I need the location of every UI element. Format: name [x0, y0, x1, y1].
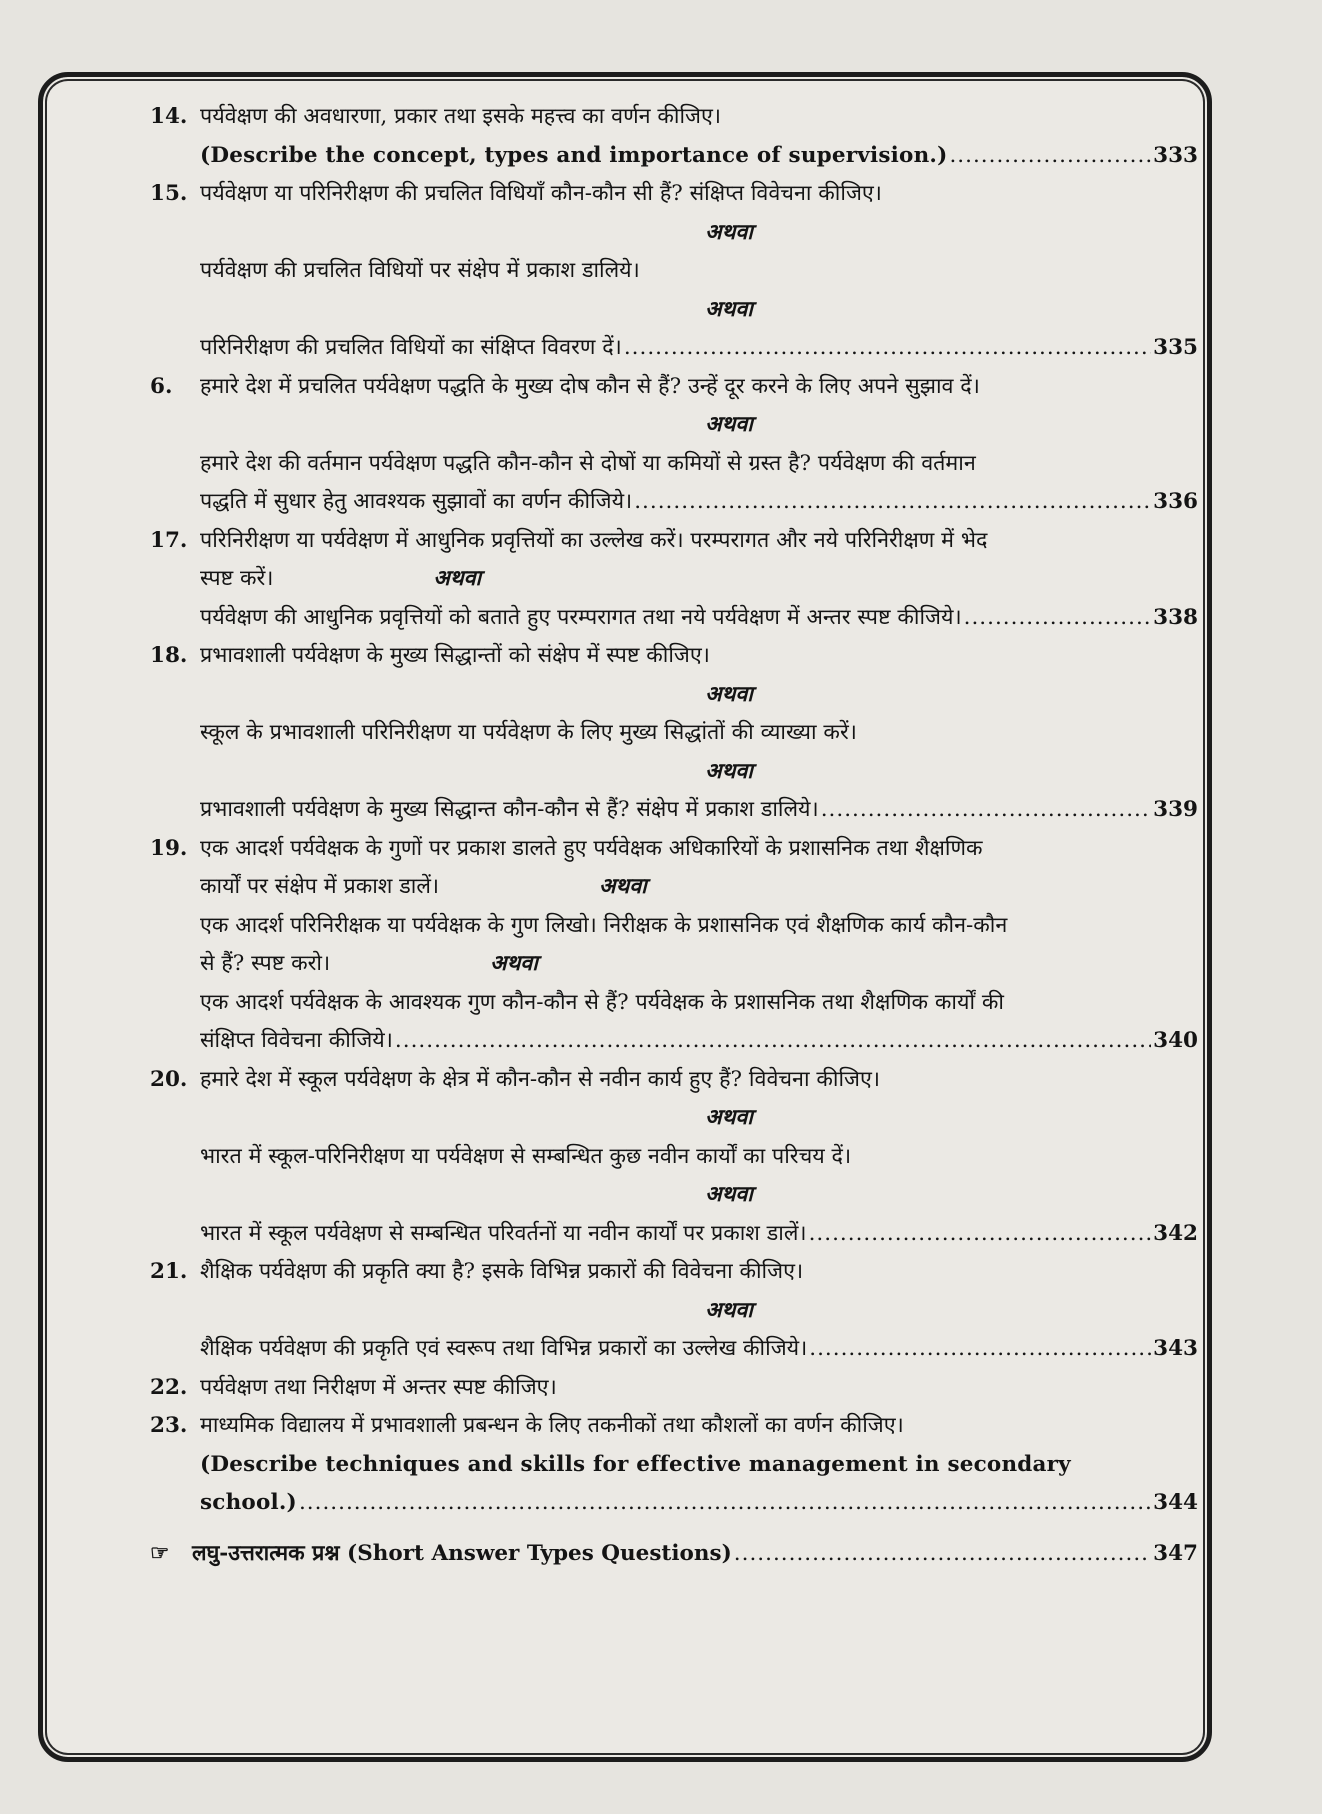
athava-label: अथवा — [705, 412, 753, 437]
question-15 — [150, 175, 1198, 368]
toc-line — [200, 1022, 1198, 1061]
toc-line — [200, 1330, 1198, 1369]
question-text: माध्यमिक विद्यालय में प्रभावशाली प्रबन्धन के लिए तकनीकों तथा कौशलों का वर्णन कीजिए। — [200, 1413, 904, 1438]
leader-dots — [734, 1535, 1151, 1574]
page-number: 333 — [1153, 142, 1198, 168]
question-21 — [150, 1253, 1198, 1369]
athava-label: अथवा — [705, 219, 753, 245]
toc-line — [200, 1215, 1198, 1254]
page-number: 347 — [1153, 1540, 1198, 1566]
question-number: 19. — [150, 835, 188, 861]
alternate-question: भारत में स्कूल पर्यवेक्षण से सम्बन्धित परिवर्तनों या नवीन कार्यों पर प्रकाश डालें। — [200, 1220, 807, 1246]
question-20 — [150, 1061, 1198, 1254]
short-answer-heading: लघु-उत्तरात्मक प्रश्न (Short Answer Types Questions) — [192, 1540, 732, 1566]
pointing-hand-icon: ☞ — [150, 1540, 170, 1566]
athava-label: अथवा — [433, 566, 482, 591]
question-16 — [150, 368, 1198, 522]
page-number: 336 — [1153, 489, 1198, 514]
toc-line — [200, 329, 1198, 368]
leader-dots — [299, 1484, 1151, 1523]
athava-label: अथवा — [705, 1182, 753, 1207]
question-text: प्रभावशाली पर्यवेक्षण के मुख्य सिद्धान्तों को संक्षेप में स्पष्ट कीजिए। — [200, 643, 710, 668]
leader-dots — [964, 599, 1151, 638]
question-text: हमारे देश में प्रचलित पर्यवेक्षण पद्धति के मुख्य दोष कौन से हैं? उन्हें दूर करने के लिए अपने सुझाव दें। — [200, 373, 980, 399]
question-number: 18. — [150, 643, 188, 668]
page-number: 343 — [1153, 1336, 1198, 1361]
alternate-question: एक आदर्श परिनिरीक्षक या पर्यवेक्षक के गुण लिखो। निरीक्षक के प्रशासनिक एवं शैक्षणिक कार्य कौन-कौन — [200, 912, 1008, 938]
question-text: कार्यों पर संक्षेप में प्रकाश डालें। — [200, 874, 440, 899]
question-number: 20. — [150, 1066, 188, 1092]
page-number: 344 — [1153, 1490, 1198, 1515]
alternate-question: परिनिरीक्षण की प्रचलित विधियों का संक्षिप्त विवरण दें। — [200, 335, 622, 360]
alternate-question: स्कूल के प्रभावशाली परिनिरीक्षण या पर्यवेक्षण के लिए मुख्य सिद्धांतों की व्याख्या करें। — [200, 720, 857, 745]
question-text: परिनिरीक्षण या पर्यवेक्षण में आधुनिक प्रवृत्तियों का उल्लेख करें। परम्परागत और नये परिनिरीक्षण में भेद — [200, 527, 988, 553]
question-17 — [150, 522, 1198, 638]
athava-label: अथवा — [705, 1297, 753, 1323]
athava-label: अथवा — [705, 681, 753, 707]
athava-label: अथवा — [705, 296, 753, 322]
toc-line — [200, 483, 1198, 522]
question-text: पर्यवेक्षण की अवधारणा, प्रकार तथा इसके महत्त्व का वर्णन कीजिए। — [200, 104, 722, 129]
leader-dots — [809, 1330, 1151, 1369]
english-translation: school.) — [200, 1490, 297, 1515]
alternate-question: से हैं? स्पष्ट करो। — [200, 951, 331, 976]
athava-label: अथवा — [705, 758, 753, 784]
page-number: 338 — [1153, 604, 1198, 630]
question-text: शैक्षिक पर्यवेक्षण की प्रकृति क्या है? इसके विभिन्न प्रकारों की विवेचना कीजिए। — [200, 1259, 804, 1284]
question-number: 23. — [150, 1413, 188, 1438]
leader-dots — [821, 791, 1151, 830]
page-number: 340 — [1153, 1028, 1198, 1053]
question-22 — [150, 1369, 1198, 1408]
leader-dots — [809, 1215, 1152, 1254]
leader-dots — [949, 137, 1151, 176]
athava-label: अथवा — [490, 951, 538, 976]
short-answer-section — [150, 1535, 1198, 1574]
question-number: 17. — [150, 527, 188, 553]
question-text: पर्यवेक्षण या परिनिरीक्षण की प्रचलित विधियाँ कौन-कौन सी हैं? संक्षिप्त विवेचना कीजिए। — [200, 181, 882, 206]
athava-label: अथवा — [599, 874, 647, 899]
question-text: पर्यवेक्षण तथा निरीक्षण में अन्तर स्पष्ट कीजिए। — [200, 1374, 557, 1400]
question-text: हमारे देश में स्कूल पर्यवेक्षण के क्षेत्र में कौन-कौन से नवीन कार्य हुए हैं? विवेचना कीजिए। — [200, 1066, 881, 1092]
toc-line — [200, 791, 1198, 830]
table-of-contents — [150, 98, 1198, 1573]
toc-line — [200, 599, 1198, 638]
question-text: एक आदर्श पर्यवेक्षक के गुणों पर प्रकाश डालते हुए पर्यवेक्षक अधिकारियों के प्रशासनिक तथा शैक्षणिक — [200, 835, 983, 861]
alternate-question: शैक्षिक पर्यवेक्षण की प्रकृति एवं स्वरूप तथा विभिन्न प्रकारों का उल्लेख कीजिये। — [200, 1336, 808, 1361]
question-number: 22. — [150, 1374, 188, 1400]
alternate-question: हमारे देश की वर्तमान पर्यवेक्षण पद्धति कौन-कौन से दोषों या कमियों से ग्रस्त है? पर्यवेक्षण की वर्तमान — [200, 450, 976, 476]
alternate-question: एक आदर्श पर्यवेक्षक के आवश्यक गुण कौन-कौन से हैं? पर्यवेक्षक के प्रशासनिक तथा शैक्षणिक कार्यों की — [200, 989, 1004, 1015]
question-19 — [150, 830, 1198, 1061]
alternate-question: पद्धति में सुधार हेतु आवश्यक सुझावों का वर्णन कीजिये। — [200, 489, 633, 514]
toc-line — [200, 1484, 1198, 1523]
page-number: 342 — [1153, 1220, 1198, 1246]
toc-line — [200, 137, 1198, 176]
alternate-question: संक्षिप्त विवेचना कीजिये। — [200, 1028, 393, 1053]
question-number: 6. — [150, 373, 173, 399]
page-number: 335 — [1153, 335, 1198, 360]
question-23 — [150, 1407, 1198, 1523]
athava-label: अथवा — [705, 1105, 753, 1130]
alternate-question: पर्यवेक्षण की प्रचलित विधियों पर संक्षेप में प्रकाश डालिये। — [200, 258, 640, 283]
question-18 — [150, 637, 1198, 830]
question-14 — [150, 98, 1198, 175]
alternate-question: प्रभावशाली पर्यवेक्षण के मुख्य सिद्धान्त कौन-कौन से हैं? संक्षेप में प्रकाश डालिये। — [200, 797, 819, 822]
alternate-question: भारत में स्कूल-परिनिरीक्षण या पर्यवेक्षण से सम्बन्धित कुछ नवीन कार्यों का परिचय दें। — [200, 1143, 852, 1169]
leader-dots — [395, 1022, 1151, 1061]
english-translation: (Describe techniques and skills for effective management in secondary — [200, 1451, 1071, 1477]
leader-dots — [634, 483, 1151, 522]
english-translation: (Describe the concept, types and importance of supervision.) — [200, 142, 948, 168]
page-number: 339 — [1153, 797, 1198, 822]
question-number: 14. — [150, 104, 188, 129]
question-number: 21. — [150, 1259, 188, 1284]
question-text: स्पष्ट करें। — [200, 566, 274, 591]
question-number: 15. — [150, 181, 188, 206]
alternate-question: पर्यवेक्षण की आधुनिक प्रवृत्तियों को बताते हुए परम्परागत तथा नये पर्यवेक्षण में अन्तर स्पष्ट कीजिये। — [200, 604, 962, 630]
leader-dots — [624, 329, 1151, 368]
